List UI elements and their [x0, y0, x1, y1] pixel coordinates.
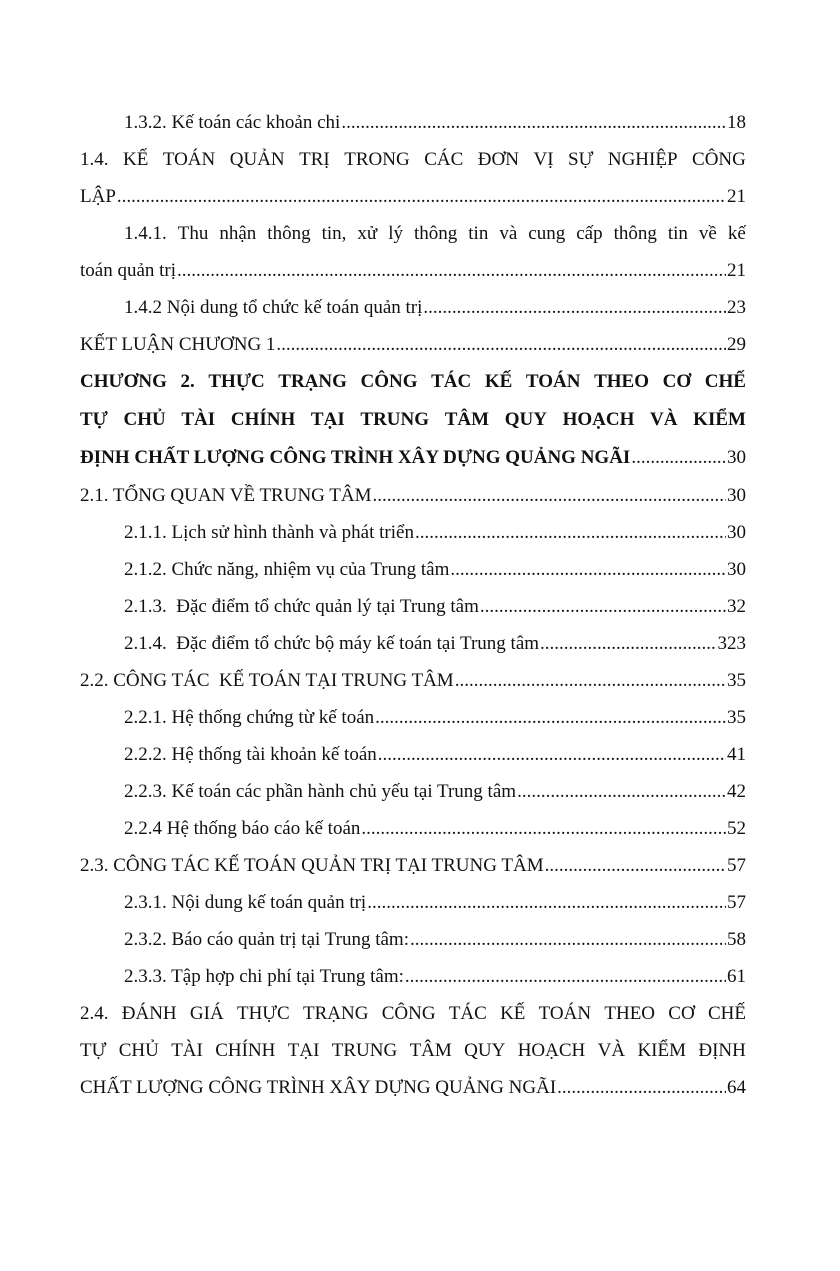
toc-page-number: 323 [717, 633, 746, 654]
toc-chapter-entry[interactable] [80, 363, 746, 477]
toc-leader [117, 178, 726, 215]
toc-page-number: 35 [727, 707, 746, 728]
toc-leader [480, 588, 726, 625]
toc-page-number: 35 [727, 670, 746, 691]
toc-entry-title: 2.3.2. Báo cáo quản trị tại Trung tâm: [124, 929, 409, 950]
toc-entry-title: 1.4.2 Nội dung tổ chức kế toán quản trị [124, 297, 423, 318]
toc-page-number: 42 [727, 781, 746, 802]
toc-leader [557, 1069, 726, 1106]
toc-entry[interactable] [80, 514, 746, 551]
toc-page-number: 21 [727, 260, 746, 281]
toc-entry[interactable] [80, 847, 746, 884]
toc-entry-title-line: TỰ CHỦ TÀI CHÍNH TẠI TRUNG TÂM QUY HOẠCH VÀ KIỂM [80, 409, 746, 430]
toc-entry-title: 2.1.4. Đặc điểm tổ chức bộ máy kế toán tại Trung tâm [124, 633, 540, 654]
toc-entry-title: 2.1.2. Chức năng, nhiệm vụ của Trung tâm [124, 559, 450, 580]
toc-leader [361, 810, 726, 847]
toc-leader [410, 921, 726, 958]
toc-leader [423, 289, 726, 326]
toc-entry-title: 2.1.1. Lịch sử hình thành và phát triển [124, 522, 414, 543]
toc-entry-title-line: 1.4.1. Thu nhận thông tin, xử lý thông tin và cung cấp thông tin về kế [124, 223, 746, 244]
toc-entry-title: 1.3.2. Kế toán các khoản chi [124, 112, 341, 133]
toc-entry[interactable] [80, 921, 746, 958]
toc-page-number: 32 [727, 596, 746, 617]
toc-entry[interactable] [80, 958, 746, 995]
toc-entry[interactable] [80, 141, 746, 215]
toc-leader [415, 514, 726, 551]
toc-entry[interactable] [80, 662, 746, 699]
toc-entry-title-line: 2.4. ĐÁNH GIÁ THỰC TRẠNG CÔNG TÁC KẾ TOÁN THEO CƠ CHẾ [80, 1003, 746, 1024]
toc-leader [517, 773, 726, 810]
toc-entry-title: LẬP [80, 186, 116, 207]
toc-entry-title: 2.2.1. Hệ thống chứng từ kế toán [124, 707, 375, 728]
toc-entry-title: 2.3.3. Tập hợp chi phí tại Trung tâm: [124, 966, 404, 987]
toc-entry-title: 2.2. CÔNG TÁC KẾ TOÁN TẠI TRUNG TÂM [80, 670, 454, 691]
toc-page-number: 64 [727, 1077, 746, 1098]
toc-page-number: 30 [727, 485, 746, 506]
toc-leader [341, 104, 726, 141]
toc-leader [405, 958, 726, 995]
toc-entry-title-line: CHƯƠNG 2. THỰC TRẠNG CÔNG TÁC KẾ TOÁN THEO CƠ CHẾ [80, 371, 746, 392]
toc-entry[interactable] [80, 215, 746, 289]
toc-entry-title: 2.3.1. Nội dung kế toán quản trị [124, 892, 367, 913]
toc-entry[interactable] [80, 289, 746, 326]
toc-entry[interactable] [80, 995, 746, 1106]
toc-leader [631, 439, 726, 477]
toc-page-number: 29 [727, 334, 746, 355]
toc-page-number: 61 [727, 966, 746, 987]
toc-leader [367, 884, 726, 921]
toc-leader [545, 847, 726, 884]
toc-entry[interactable] [80, 477, 746, 514]
toc-entry[interactable] [80, 773, 746, 810]
toc-entry[interactable] [80, 625, 746, 662]
toc-leader [375, 699, 726, 736]
toc-entry[interactable] [80, 104, 746, 141]
toc-leader [373, 477, 726, 514]
toc-leader [540, 625, 716, 662]
toc-entry[interactable] [80, 736, 746, 773]
toc-entry-title: toán quản trị [80, 260, 177, 281]
toc-page-number: 41 [727, 744, 746, 765]
toc-page-number: 21 [727, 186, 746, 207]
toc-leader [450, 551, 726, 588]
toc-leader [276, 326, 726, 363]
toc-entry-title: 2.1. TỔNG QUAN VỀ TRUNG TÂM [80, 485, 372, 506]
toc-page-number: 23 [727, 297, 746, 318]
toc-page-number: 30 [727, 447, 746, 468]
toc-entry-title-line: TỰ CHỦ TÀI CHÍNH TẠI TRUNG TÂM QUY HOẠCH VÀ KIỂM ĐỊNH [80, 1040, 746, 1061]
toc-page-number: 58 [727, 929, 746, 950]
table-of-contents [80, 104, 746, 1106]
toc-entry-title-line: 1.4. KẾ TOÁN QUẢN TRỊ TRONG CÁC ĐƠN VỊ SỰ NGHIỆP CÔNG [80, 149, 746, 170]
toc-leader [177, 252, 726, 289]
toc-entry-title: KẾT LUẬN CHƯƠNG 1 [80, 334, 276, 355]
toc-entry-title: CHẤT LƯỢNG CÔNG TRÌNH XÂY DỰNG QUẢNG NGÃI [80, 1077, 557, 1098]
toc-entry-title: ĐỊNH CHẤT LƯỢNG CÔNG TRÌNH XÂY DỰNG QUẢNG NGÃI [80, 447, 631, 468]
toc-page-number: 18 [727, 112, 746, 133]
toc-entry[interactable] [80, 588, 746, 625]
toc-page-number: 57 [727, 892, 746, 913]
toc-leader [378, 736, 726, 773]
toc-leader [455, 662, 726, 699]
toc-entry-title: 2.2.2. Hệ thống tài khoản kế toán [124, 744, 377, 765]
toc-entry[interactable] [80, 699, 746, 736]
toc-entry[interactable] [80, 326, 746, 363]
toc-entry[interactable] [80, 551, 746, 588]
toc-page-number: 57 [727, 855, 746, 876]
toc-entry-title: 2.2.4 Hệ thống báo cáo kế toán [124, 818, 361, 839]
toc-entry-title: 2.2.3. Kế toán các phần hành chủ yếu tại Trung tâm [124, 781, 517, 802]
toc-page-number: 30 [727, 559, 746, 580]
toc-page-number: 52 [727, 818, 746, 839]
toc-entry[interactable] [80, 810, 746, 847]
toc-entry-title: 2.3. CÔNG TÁC KẾ TOÁN QUẢN TRỊ TẠI TRUNG TÂM [80, 855, 544, 876]
toc-page-number: 30 [727, 522, 746, 543]
toc-entry[interactable] [80, 884, 746, 921]
toc-entry-title: 2.1.3. Đặc điểm tổ chức quản lý tại Trung tâm [124, 596, 479, 617]
